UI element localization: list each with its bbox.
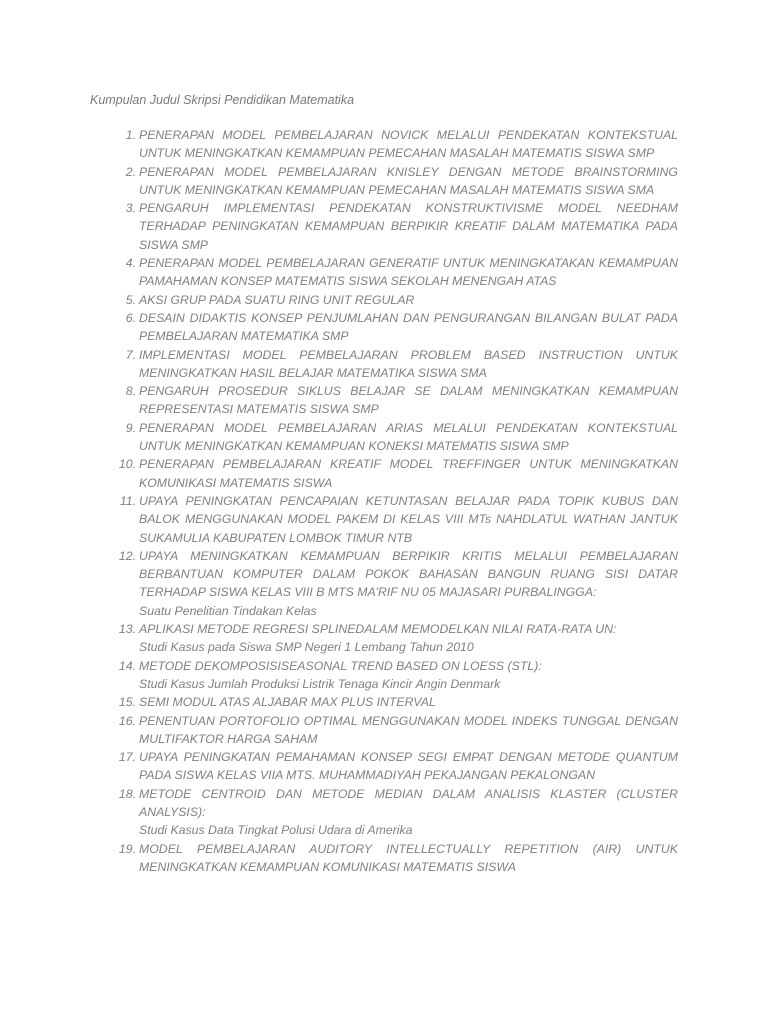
- list-item: [90, 163, 678, 200]
- thesis-title: METODE CENTROID DAN METODE MEDIAN DALAM ANALISIS KLASTER (CLUSTER ANALYSIS):: [139, 786, 678, 819]
- list-item-body: [136, 199, 678, 254]
- thesis-title: MODEL PEMBELAJARAN AUDITORY INTELLECTUALLY REPETITION (AIR) UNTUK MENINGKATKAN KEMAMPUAN KOMUNIKASI MATEMATIS SISWA: [139, 841, 678, 874]
- thesis-subtitle: Studi Kasus pada Siswa SMP Negeri 1 Lembang Tahun 2010: [139, 640, 474, 655]
- thesis-title: PENERAPAN MODEL PEMBELAJARAN KNISLEY DENGAN METODE BRAINSTORMING UNTUK MENINGKATKAN KEMAMPUAN PEMECAHAN MASALAH MATEMATIS SISWA SMA: [139, 164, 678, 197]
- list-item: [90, 693, 678, 711]
- thesis-title: UPAYA PENINGKATAN PENCAPAIAN KETUNTASAN BELAJAR PADA TOPIK KUBUS DAN BALOK MENGGUNAKAN MODEL PAKEM DI KELAS VIII MTs NAHDLATUL WATHAN JANTUK SUKAMULIA KABUPATEN LOMBOK TIMUR NTB: [139, 493, 678, 545]
- list-item-body: [136, 419, 678, 456]
- list-item-body: [136, 492, 678, 547]
- list-item-number: 15.: [118, 695, 136, 710]
- list-item-number: 18.: [118, 786, 136, 801]
- list-item-body: [136, 785, 678, 840]
- list-item: [90, 309, 678, 346]
- thesis-title: AKSI GRUP PADA SUATU RING UNIT REGULAR: [139, 292, 415, 307]
- thesis-title: APLIKASI METODE REGRESI SPLINEDALAM MEMODELKAN NILAI RATA-RATA UN:: [139, 622, 617, 637]
- thesis-title: PENGARUH PROSEDUR SIKLUS BELAJAR SE DALAM MENINGKATKAN KEMAMPUAN REPRESENTASI MATEMATIS SISWA SMP: [139, 384, 678, 417]
- list-item-number: 5.: [125, 292, 136, 307]
- list-item-number: 4.: [125, 256, 136, 271]
- list-item: [90, 455, 678, 492]
- thesis-title: UPAYA MENINGKATKAN KEMAMPUAN BERPIKIR KRITIS MELALUI PEMBELAJARAN BERBANTUAN KOMPUTER DALAM POKOK BAHASAN BANGUN RUANG SISI DATAR TERHADAP SISWA KELAS VIII B MTS MA’RIF NU 05 MAJASARI PURBALINGGA:: [139, 548, 678, 600]
- list-item-number: 16.: [118, 713, 136, 728]
- list-item: [90, 291, 678, 309]
- thesis-title: IMPLEMENTASI MODEL PEMBELAJARAN PROBLEM BASED INSTRUCTION UNTUK MENINGKATKAN HASIL BELAJAR MATEMATIKA SISWA SMA: [139, 347, 678, 380]
- list-item-number: 12.: [118, 548, 136, 563]
- thesis-title: PENERAPAN MODEL PEMBELAJARAN NOVICK MELALUI PENDEKATAN KONTEKSTUAL UNTUK MENINGKATKAN KEMAMPUAN PEMECAHAN MASALAH MATEMATIS SISWA SMP: [139, 128, 678, 161]
- list-item: [90, 547, 678, 620]
- list-item: [90, 657, 678, 694]
- thesis-title: PENERAPAN PEMBELAJARAN KREATIF MODEL TREFFINGER UNTUK MENINGKATKAN KOMUNIKASI MATEMATIS SISWA: [139, 457, 678, 490]
- list-item-number: 3.: [125, 201, 136, 216]
- document-page: [90, 92, 678, 876]
- list-item-number: 1.: [125, 128, 136, 142]
- list-item-number: 11.: [119, 493, 136, 508]
- list-item-number: 13.: [118, 622, 136, 637]
- thesis-subtitle: Studi Kasus Jumlah Produksi Listrik Tenaga Kincir Angin Denmark: [139, 676, 501, 691]
- list-item-body: [136, 382, 678, 419]
- list-item: [90, 492, 678, 547]
- list-item: [90, 620, 678, 657]
- thesis-title: SEMI MODUL ATAS ALJABAR MAX PLUS INTERVAL: [139, 695, 436, 710]
- list-item-number: 19.: [118, 841, 136, 856]
- thesis-title: PENENTUAN PORTOFOLIO OPTIMAL MENGGUNAKAN MODEL INDEKS TUNGGAL DENGAN MULTIFAKTOR HARGA SAHAM: [139, 713, 678, 746]
- list-item-body: [136, 547, 678, 620]
- list-item-body: [136, 455, 678, 492]
- list-item-body: [136, 126, 678, 163]
- list-item: [90, 419, 678, 456]
- list-item: [90, 712, 678, 749]
- list-item: [90, 126, 678, 163]
- list-item-body: [136, 254, 678, 291]
- thesis-title: PENERAPAN MODEL PEMBELAJARAN ARIAS MELALUI PENDEKATAN KONTEKSTUAL UNTUK MENINGKATKAN KEMAMPUAN KONEKSI MATEMATIS SISWA SMP: [139, 420, 678, 454]
- list-item-body: [136, 346, 678, 383]
- list-item-number: 17.: [118, 750, 136, 765]
- list-item-body: [136, 657, 678, 694]
- list-item: [90, 382, 678, 419]
- list-item: [90, 254, 678, 291]
- list-item-number: 9.: [125, 420, 136, 435]
- list-item-body: [136, 748, 678, 785]
- list-item-body: [136, 712, 678, 749]
- thesis-title-list: [90, 126, 678, 876]
- list-item: [90, 199, 678, 254]
- list-item-number: 6.: [125, 310, 136, 325]
- document-title: Kumpulan Judul Skripsi Pendidikan Matematika: [90, 93, 355, 107]
- list-item-number: 7.: [125, 347, 136, 362]
- list-item-body: [136, 693, 678, 711]
- list-item-number: 8.: [125, 384, 136, 399]
- list-item-number: 14.: [118, 658, 136, 673]
- list-item-body: [136, 840, 678, 877]
- list-item: [90, 785, 678, 840]
- list-item-body: [136, 291, 678, 309]
- list-item-body: [136, 163, 678, 200]
- thesis-title: PENERAPAN MODEL PEMBELAJARAN GENERATIF UNTUK MENINGKATAKAN KEMAMPUAN PAMAHAMAN KONSEP MATEMATIS SISWA SEKOLAH MENENGAH ATAS: [139, 256, 678, 289]
- list-item: [90, 346, 678, 383]
- thesis-title: METODE DEKOMPOSISISEASONAL TREND BASED ON LOESS (STL):: [139, 658, 542, 673]
- list-item-body: [136, 620, 678, 657]
- list-item-body: [136, 309, 678, 346]
- list-item: [90, 840, 678, 877]
- list-item-number: 2.: [125, 164, 136, 179]
- list-item-number: 10.: [118, 457, 136, 472]
- thesis-title: PENGARUH IMPLEMENTASI PENDEKATAN KONSTRUKTIVISME MODEL NEEDHAM TERHADAP PENINGKATAN KEMAMPUAN BERPIKIR KREATIF DALAM MATEMATIKA PADA SISWA SMP: [139, 201, 678, 252]
- thesis-title: DESAIN DIDAKTIS KONSEP PENJUMLAHAN DAN PENGURANGAN BILANGAN BULAT PADA PEMBELAJARAN MATEMATIKA SMP: [139, 310, 678, 344]
- thesis-title: UPAYA PENINGKATAN PEMAHAMAN KONSEP SEGI EMPAT DENGAN METODE QUANTUM PADA SISWA KELAS VIIA MTS. MUHAMMADIYAH PEKAJANGAN PEKALONGAN: [139, 750, 678, 783]
- thesis-subtitle: Studi Kasus Data Tingkat Polusi Udara di Amerika: [139, 823, 413, 838]
- thesis-subtitle: Suatu Penelitian Tindakan Kelas: [139, 603, 317, 618]
- list-item: [90, 748, 678, 785]
